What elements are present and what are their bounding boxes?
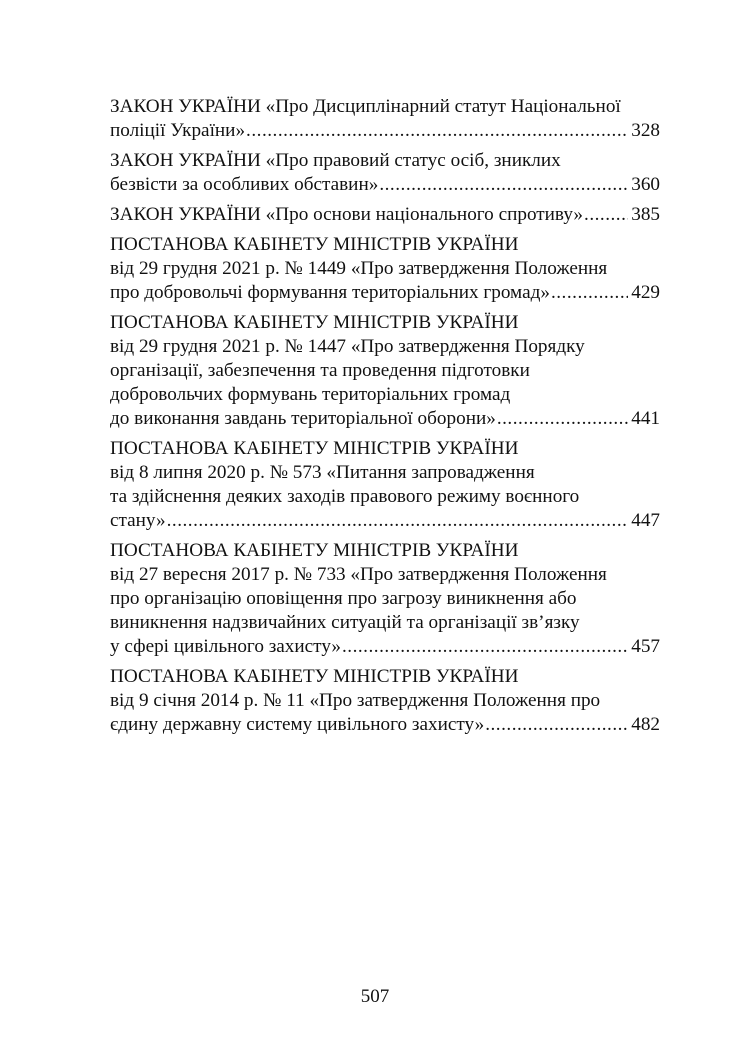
toc-entry-line: від 29 грудня 2021 р. № 1449 «Про затвердження Положення	[110, 258, 608, 279]
toc-page-number: 328	[631, 120, 660, 141]
toc-entry-line: від 8 липня 2020 р. № 573 «Питання запровадження	[110, 462, 535, 483]
toc-page-number: 360	[631, 174, 660, 195]
toc-entry-last-line	[110, 203, 660, 227]
toc-entry[interactable]	[110, 233, 660, 305]
toc-entry-line: ПОСТАНОВА КАБІНЕТУ МІНІСТРІВ УКРАЇНИ	[110, 438, 519, 459]
dot-leader	[342, 635, 628, 659]
toc-entry-last-line	[110, 281, 660, 305]
toc-entry-line: ПОСТАНОВА КАБІНЕТУ МІНІСТРІВ УКРАЇНИ	[110, 540, 519, 561]
toc-entry-line: стану»	[110, 510, 166, 531]
toc-entry-line: ПОСТАНОВА КАБІНЕТУ МІНІСТРІВ УКРАЇНИ	[110, 234, 519, 255]
toc-entry[interactable]	[110, 311, 660, 431]
dot-leader	[551, 281, 628, 305]
toc-entry[interactable]	[110, 203, 660, 227]
toc-entry-line: організації, забезпечення та проведення підготовки	[110, 360, 530, 381]
toc-entry[interactable]	[110, 95, 660, 143]
toc-page-number: 441	[631, 408, 660, 429]
toc-page-number: 482	[631, 714, 660, 735]
toc-entry-last-line	[110, 635, 660, 659]
toc-entry-line: добровольчих формувань територіальних громад	[110, 384, 511, 405]
page-number: 507	[360, 986, 390, 1007]
dot-leader	[167, 509, 629, 533]
toc-entry-line: від 9 січня 2014 р. № 11 «Про затвердження Положення про	[110, 690, 601, 711]
toc-entry-line: від 27 вересня 2017 р. № 733 «Про затвердження Положення	[110, 564, 607, 585]
toc-page-number: 429	[631, 282, 660, 303]
toc-entry-line: та здійснення деяких заходів правового режиму воєнного	[110, 486, 580, 507]
dot-leader	[485, 713, 628, 737]
toc-entry-line: про організацію оповіщення про загрозу виникнення або	[110, 588, 577, 609]
toc-entry-line: ПОСТАНОВА КАБІНЕТУ МІНІСТРІВ УКРАЇНИ	[110, 666, 519, 687]
toc-entry-line: ЗАКОН УКРАЇНИ «Про Дисциплінарний статут Національної	[110, 96, 621, 117]
toc-entry-last-line	[110, 509, 660, 533]
toc-entry-line: від 29 грудня 2021 р. № 1447 «Про затвердження Порядку	[110, 336, 585, 357]
toc-page-number: 457	[631, 636, 660, 657]
toc-entry[interactable]	[110, 539, 660, 659]
toc-entry-line: безвісти за особливих обставин»	[110, 174, 379, 195]
dot-leader	[246, 119, 628, 143]
toc-entry-line: до виконання завдань територіальної оборони»	[110, 408, 496, 429]
dot-leader	[497, 407, 628, 431]
toc-entry[interactable]	[110, 437, 660, 533]
toc-entry-line: виникнення надзвичайних ситуацій та організації зв’язку	[110, 612, 580, 633]
toc-entry-last-line	[110, 173, 660, 197]
toc-entry[interactable]	[110, 149, 660, 197]
toc-page-number: 447	[631, 510, 660, 531]
dot-leader	[379, 173, 628, 197]
toc-entry-line: ЗАКОН УКРАЇНИ «Про правовий статус осіб, зниклих	[110, 150, 561, 171]
toc-entry-last-line	[110, 713, 660, 737]
dot-leader	[584, 203, 628, 227]
table-of-contents	[110, 95, 660, 743]
toc-entry-line: ЗАКОН УКРАЇНИ «Про основи національного спротиву»	[110, 204, 584, 225]
toc-entry-line: про добровольчі формування територіальних громад»	[110, 282, 550, 303]
toc-entry[interactable]	[110, 665, 660, 737]
toc-entry-line: поліції України»	[110, 120, 246, 141]
toc-entry-last-line	[110, 119, 660, 143]
toc-entry-line: єдину державну систему цивільного захисту»	[110, 714, 485, 735]
toc-entry-line: у сфері цивільного захисту»	[110, 636, 341, 657]
toc-entry-last-line	[110, 407, 660, 431]
toc-entry-line: ПОСТАНОВА КАБІНЕТУ МІНІСТРІВ УКРАЇНИ	[110, 312, 519, 333]
toc-page-number: 385	[631, 204, 660, 225]
